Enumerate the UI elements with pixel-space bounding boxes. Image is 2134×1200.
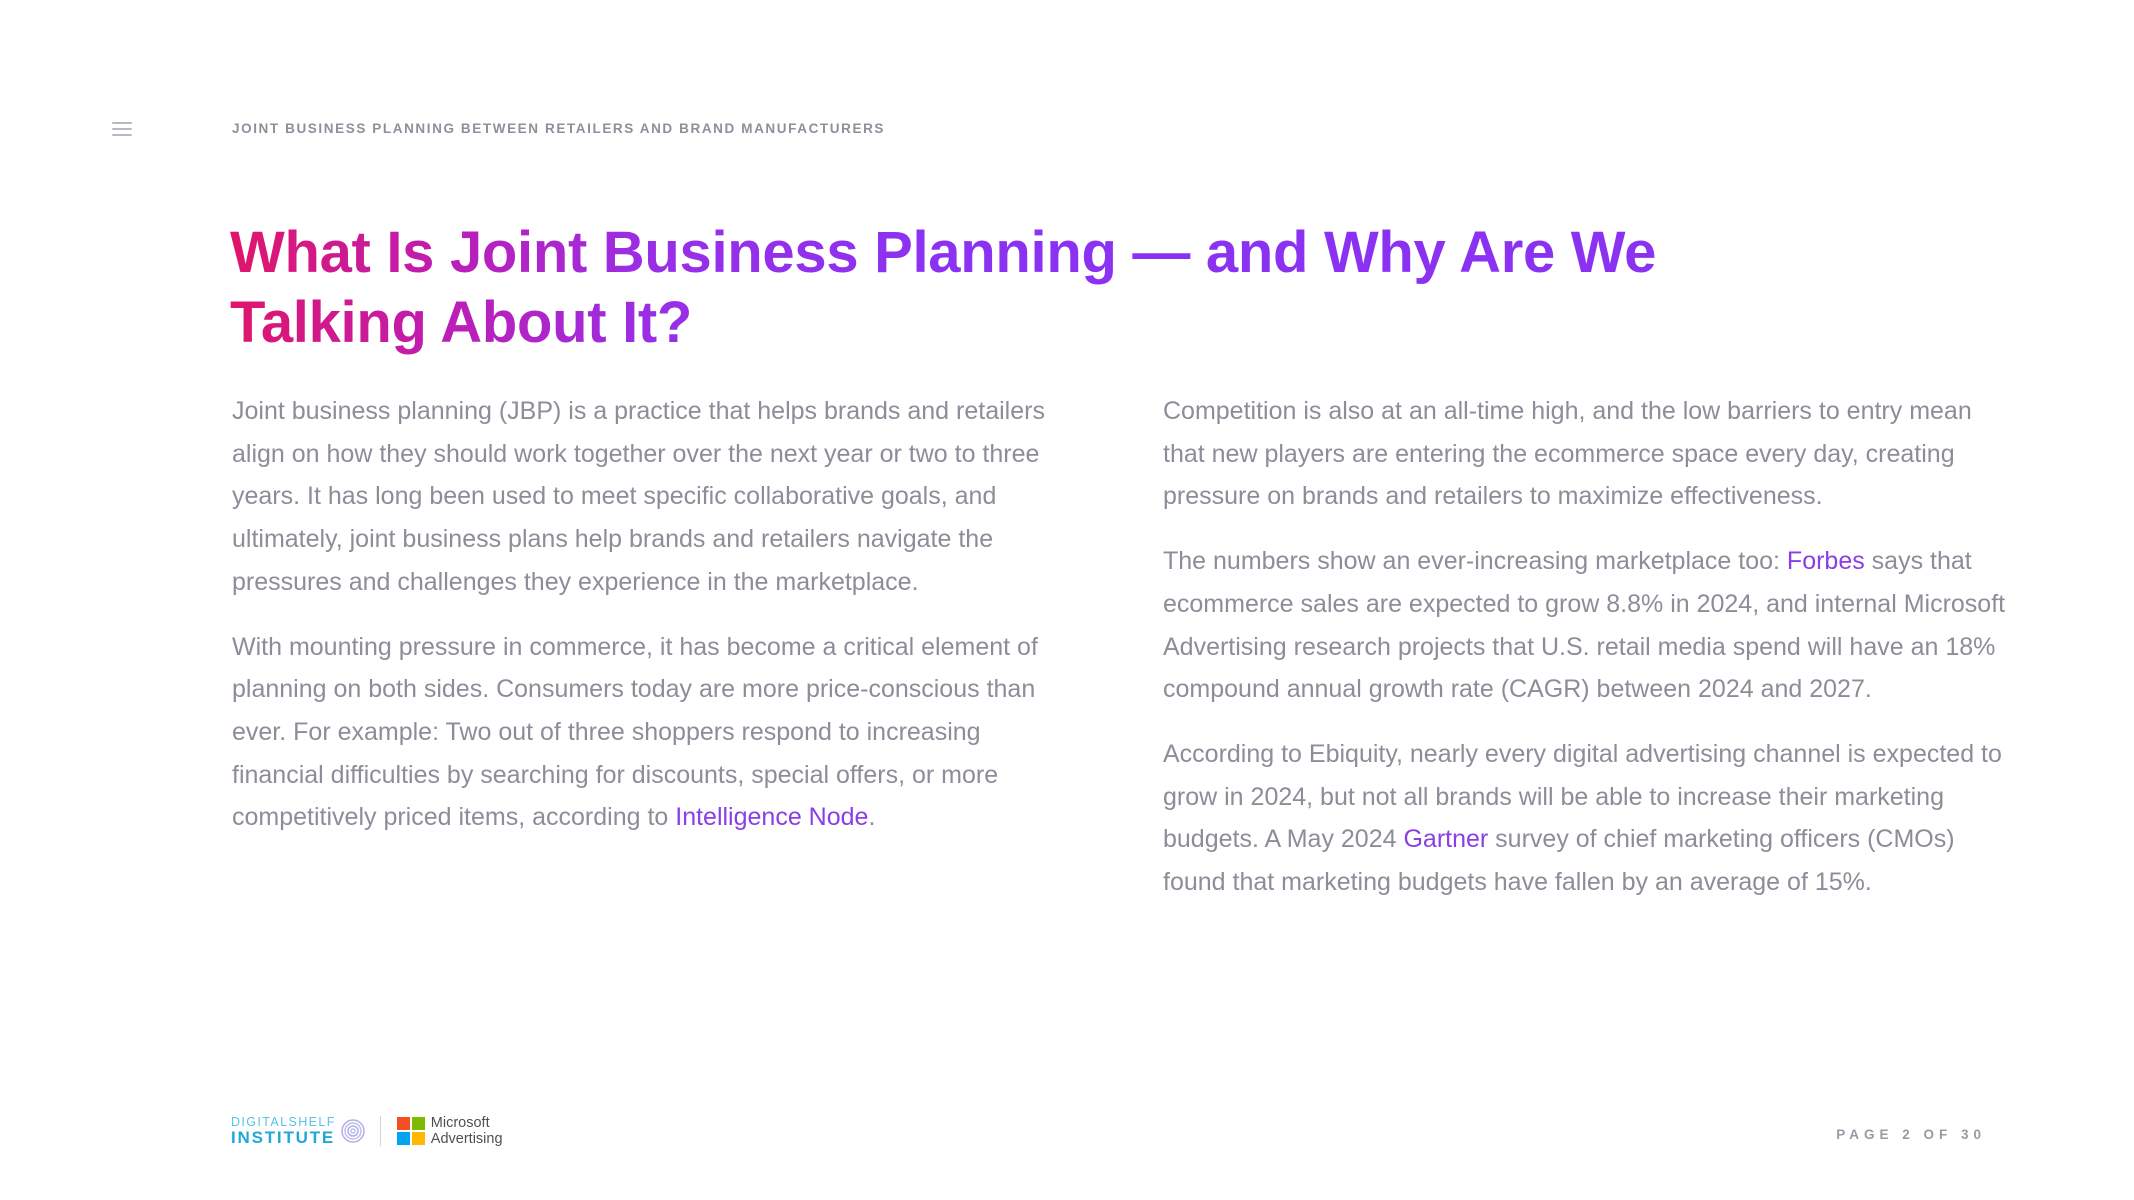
dsi-logo-bottom: INSTITUTE xyxy=(231,1128,336,1148)
paragraph-text: survey of chief marketing officers (CMOs) found that marketing budgets have fallen by an average of 15%. xyxy=(1163,825,1955,897)
paragraph-text: The numbers show an ever-increasing marketplace too: xyxy=(1163,547,1787,576)
dsi-logo-top: DIGITALSHELF xyxy=(231,1114,336,1129)
paragraph: Joint business planning (JBP) is a practice that helps brands and retailers align on how they should work together over the next year or two to three years. It has long been used to meet specific collaborative goals, and ultimately, joint business plans help brands and retailers navigate the pressures and challenges they experience in the marketplace. xyxy=(232,397,1045,596)
paragraph-text: With mounting pressure in commerce, it has become a critical element of planning on both sides. Consumers today are more price-conscious than ever. For example: Two out of three shoppers respond to increasing financial difficulties by searching for discounts, special offers, or more competitively priced items, according to xyxy=(232,632,1038,832)
forbes-link[interactable]: Forbes xyxy=(1786,547,1865,576)
paragraph-text: says that ecommerce sales are expected to grow 8.8% in 2024, and internal Microsoft Advertising research projects that U.S. retail media spend will have an 18% compound annual growth rate (CAGR) between 2024 and 2027. xyxy=(1163,547,2006,704)
paragraph xyxy=(1163,540,2013,711)
fingerprint-icon xyxy=(340,1118,366,1144)
left-column xyxy=(232,390,1062,861)
logo-divider xyxy=(380,1116,381,1146)
gartner-link[interactable]: Gartner xyxy=(1403,825,1489,854)
page-title-line-1: What Is Joint Business Planning — and Why Are We xyxy=(230,220,1657,285)
paragraph-text: According to Ebiquity, nearly every digital advertising channel is expected to grow in 2024, but not all brands will be able to increase their marketing budgets. A May 2024 xyxy=(1163,739,2002,854)
hamburger-menu-icon[interactable] xyxy=(112,122,132,138)
paragraph: Competition is also at an all-time high, and the low barriers to entry mean that new players are entering the ecommerce space every day, creating pressure on brands and retailers to maximize effectiveness. xyxy=(1163,397,1972,511)
page-title xyxy=(230,218,1730,358)
digital-shelf-institute-logo xyxy=(231,1116,366,1147)
page-title-line-2: Talking About It? xyxy=(230,290,693,355)
right-column xyxy=(1163,390,2013,926)
microsoft-logo-icon xyxy=(397,1117,425,1145)
paragraph-text: . xyxy=(868,803,876,832)
paragraph xyxy=(1163,733,2013,904)
section-eyebrow: JOINT BUSINESS PLANNING BETWEEN RETAILERS AND BRAND MANUFACTURERS xyxy=(232,121,886,136)
paragraph xyxy=(232,626,1062,840)
footer-logos xyxy=(231,1113,503,1149)
intelligence-node-link[interactable]: Intelligence Node xyxy=(675,803,869,832)
ms-logo-line-2: Advertising xyxy=(430,1131,503,1147)
page-number: PAGE 2 OF 30 xyxy=(1836,1127,1986,1142)
ms-logo-line-1: Microsoft xyxy=(430,1115,490,1131)
microsoft-advertising-logo xyxy=(397,1115,503,1147)
